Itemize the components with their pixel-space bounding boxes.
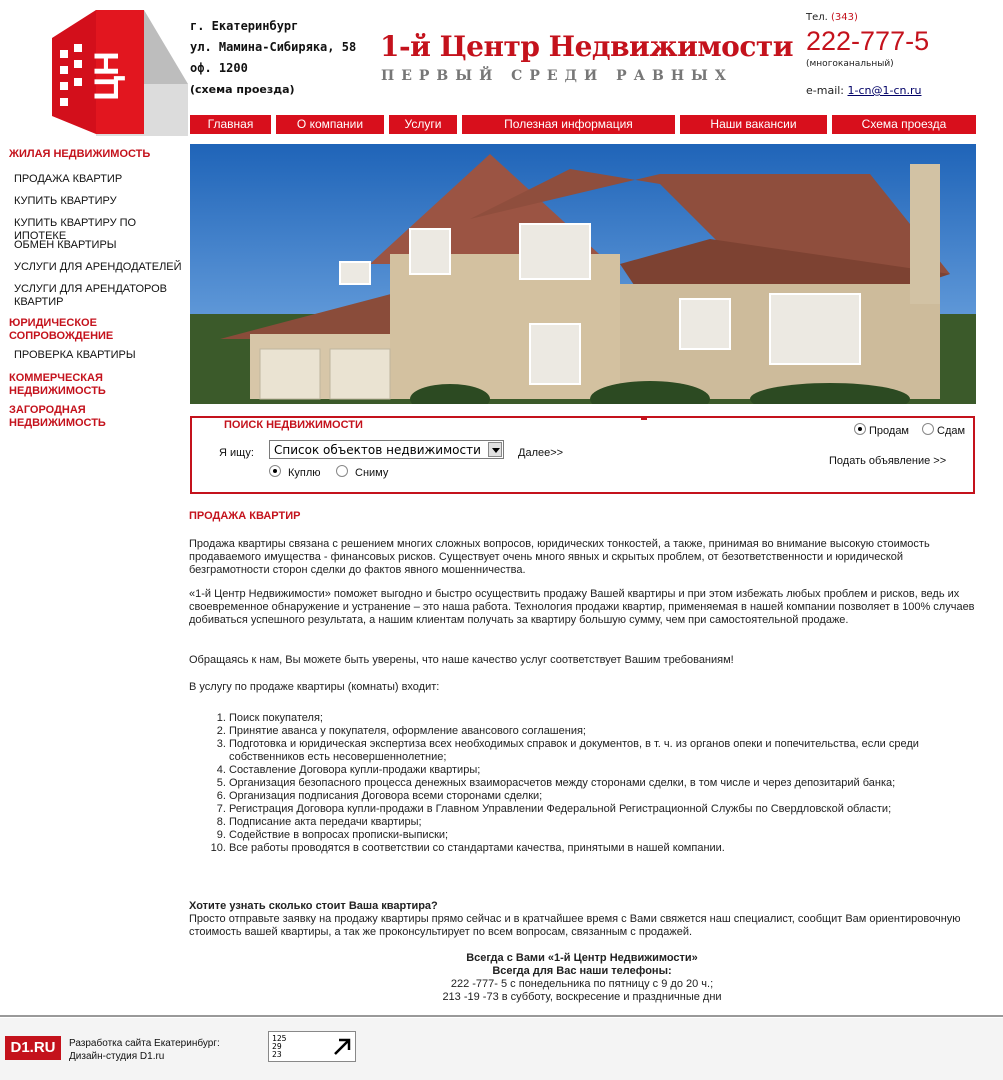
- sidebar-item-landlords[interactable]: УСЛУГИ ДЛЯ АРЕНДОДАТЕЛЕЙ: [14, 261, 182, 273]
- closing-line-2: Всегда для Вас наши телефоны:: [492, 965, 672, 977]
- phone-prefix: Тел.: [806, 12, 828, 23]
- radio-sell[interactable]: [854, 423, 866, 435]
- nav-vacancies[interactable]: Наши вакансии: [680, 115, 827, 134]
- sidebar-item-exchange[interactable]: ОБМЕН КВАРТИРЫ: [14, 239, 117, 251]
- nav-about[interactable]: О компании: [276, 115, 384, 134]
- closing-line-3: 222 -777- 5 с понедельника по пятницу с 9 до 20 ч.;: [450, 978, 714, 990]
- logo-letters: ЦН: [88, 51, 126, 101]
- developer-line-2[interactable]: Дизайн-студия D1.ru: [69, 1051, 165, 1062]
- nav-useful-info[interactable]: Полезная информация: [462, 115, 675, 134]
- list-item: 10. Все работы проводятся в соответствии со стандартами качества, принятыми в нашей компании.: [229, 842, 975, 855]
- visit-counter[interactable]: [268, 1031, 356, 1062]
- paragraph-2: «1-й Центр Недвижимости» поможет выгодно и быстро осуществить продажу Вашей квартиры и при этом избежать любых проблем и рисков, ведь их своевременное обнаружение и устранение – это наша работа. Технология продажи квартир, применяемая в нашей компании позволяет в 100% случаев добиваться успешного результата, а нашим клиентам получать за квартиру большую сумму, чем при самостоятельной продаже.: [189, 588, 975, 626]
- radio-rent[interactable]: [336, 465, 348, 477]
- counter-value-3: 23: [272, 1050, 282, 1059]
- next-link[interactable]: Далее>>: [518, 447, 564, 459]
- paragraph-4: В услугу по продаже квартиры (комнаты) входит:: [189, 681, 440, 693]
- closing-line-1: Всегда с Вами «1-й Центр Недвижимости»: [466, 952, 698, 964]
- list-item: 9. Содействие в вопросах прописки-выписки;: [229, 829, 975, 842]
- nav-home[interactable]: Главная: [190, 115, 271, 134]
- radio-rent-label: Сниму: [355, 467, 389, 479]
- brand-title: 1-й Центр Недвижимости: [380, 30, 794, 63]
- developer-credit: [69, 1037, 220, 1063]
- list-item: 1. Поиск покупателя;: [229, 712, 975, 725]
- list-item: 5. Организация безопасного процесса денежных взаиморасчетов между сторонами сделки, в том числе и через депозитарий банка;: [229, 777, 975, 790]
- phone-label: [806, 12, 858, 23]
- counter-value-1: 125: [272, 1034, 287, 1043]
- company-logo[interactable]: [48, 4, 188, 136]
- chevron-down-icon[interactable]: [488, 442, 502, 457]
- service-list: [189, 712, 975, 855]
- nav-services[interactable]: Услуги: [389, 115, 457, 134]
- closing-line-4: 213 -19 -73 в субботу, воскресение и праздничные дни: [442, 991, 722, 1003]
- nav-directions[interactable]: Схема проезда: [832, 115, 976, 134]
- sidebar-cat-country[interactable]: ЗАГОРОДНАЯ НЕДВИЖИМОСТЬ: [9, 404, 106, 429]
- list-item: 7. Регистрация Договора купли-продажи в Главном Управлении Федеральной Регистрационной Службы по Свердловской области;: [229, 803, 975, 816]
- list-item: 2. Принятие аванса у покупателя, оформление авансового соглашения;: [229, 725, 975, 738]
- sidebar-item-sale[interactable]: ПРОДАЖА КВАРТИР: [14, 173, 123, 185]
- list-item: 3. Подготовка и юридическая экспертиза всех необходимых справок и документов, в т. ч. из органов опеки и попечительства, если среди собственников есть несовершеннолетние;: [229, 738, 975, 764]
- radio-sell-label: Продам: [869, 425, 909, 437]
- hero-house-image: [190, 144, 976, 404]
- sidebar-item-tenants[interactable]: УСЛУГИ ДЛЯ АРЕНДАТОРОВ КВАРТИР: [14, 283, 168, 308]
- cta-text: Просто отправьте заявку на продажу квартиры прямо сейчас и в кратчайшее время с Вами свяжется наш специалист, сообщит Вам ориентировочную стоимость вашей квартиры, а так же проконсультирует по всем вопросам, связанным с продажей.: [189, 913, 961, 938]
- property-type-select[interactable]: Список объектов недвижимости: [269, 440, 504, 459]
- map-link[interactable]: (схема проезда): [190, 83, 295, 96]
- sidebar-cat-commercial[interactable]: КОММЕРЧЕСКАЯ НЕДВИЖИМОСТЬ: [9, 372, 106, 397]
- search-title: ПОИСК НЕДВИЖИМОСТИ: [224, 419, 363, 431]
- list-item: 6. Организация подписания Договора всеми сторонами сделки;: [229, 790, 975, 803]
- search-tab-marker: [641, 416, 647, 420]
- email-label: e-mail:: [806, 84, 845, 97]
- post-ad-link[interactable]: Подать объявление >>: [829, 455, 947, 467]
- address-office: оф. 1200: [190, 61, 248, 75]
- studio-logo[interactable]: D1.RU: [5, 1036, 61, 1060]
- email-link[interactable]: 1-cn@1-cn.ru: [847, 84, 922, 97]
- address-block: [190, 16, 356, 100]
- address-street: ул. Мамина-Сибиряка, 58: [190, 40, 357, 54]
- sidebar-cat-residential[interactable]: ЖИЛАЯ НЕДВИЖИМОСТЬ: [9, 148, 151, 160]
- phone-code: (343): [831, 12, 858, 23]
- developer-line-1: Разработка сайта Екатеринбург:: [69, 1038, 220, 1049]
- radio-let-label: Сдам: [937, 425, 966, 437]
- address-city: г. Екатеринбург: [190, 19, 299, 33]
- paragraph-1: Продажа квартиры связана с решением многих сложных вопросов, юридических тонкостей, а также, принимая во внимание высокую стоимость продаваемого имущества - финансовых рисков. Существует очень много явных и скрытых проблем, от безответственности и юридической безграмотности сторон сделки до фактов явного мошенничества.: [189, 538, 930, 576]
- arrow-icon: [331, 1036, 353, 1058]
- sidebar-item-buy[interactable]: КУПИТЬ КВАРТИРУ: [14, 195, 117, 207]
- radio-buy[interactable]: [269, 465, 281, 477]
- list-item: 4. Составление Договора купли-продажи квартиры;: [229, 764, 975, 777]
- brand-slogan: ПЕРВЫЙ СРЕДИ РАВНЫХ: [381, 68, 733, 84]
- cta-title: Хотите узнать сколько стоит Ваша квартира?: [189, 900, 438, 912]
- footer-divider: [0, 1015, 1003, 1017]
- radio-let[interactable]: [922, 423, 934, 435]
- page-title: ПРОДАЖА КВАРТИР: [189, 510, 301, 522]
- phone-note: (многоканальный): [806, 59, 894, 69]
- list-item: 8. Подписание акта передачи квартиры;: [229, 816, 975, 829]
- seek-label: Я ищу:: [219, 447, 254, 459]
- sidebar-cat-legal[interactable]: ЮРИДИЧЕСКОЕ СОПРОВОЖДЕНИЕ: [9, 317, 114, 342]
- paragraph-3: Обращаясь к нам, Вы можете быть уверены, что наше качество услуг соответствует Вашим требованиям!: [189, 654, 734, 666]
- sidebar-item-mortgage[interactable]: КУПИТЬ КВАРТИРУ ПО ИПОТЕКЕ: [14, 217, 137, 242]
- phone-number: 222-777-5: [806, 26, 930, 56]
- counter-value-2: 29: [272, 1042, 282, 1051]
- sidebar-item-check[interactable]: ПРОВЕРКА КВАРТИРЫ: [14, 349, 136, 361]
- email-line: [806, 84, 921, 97]
- radio-buy-label: Куплю: [288, 467, 321, 479]
